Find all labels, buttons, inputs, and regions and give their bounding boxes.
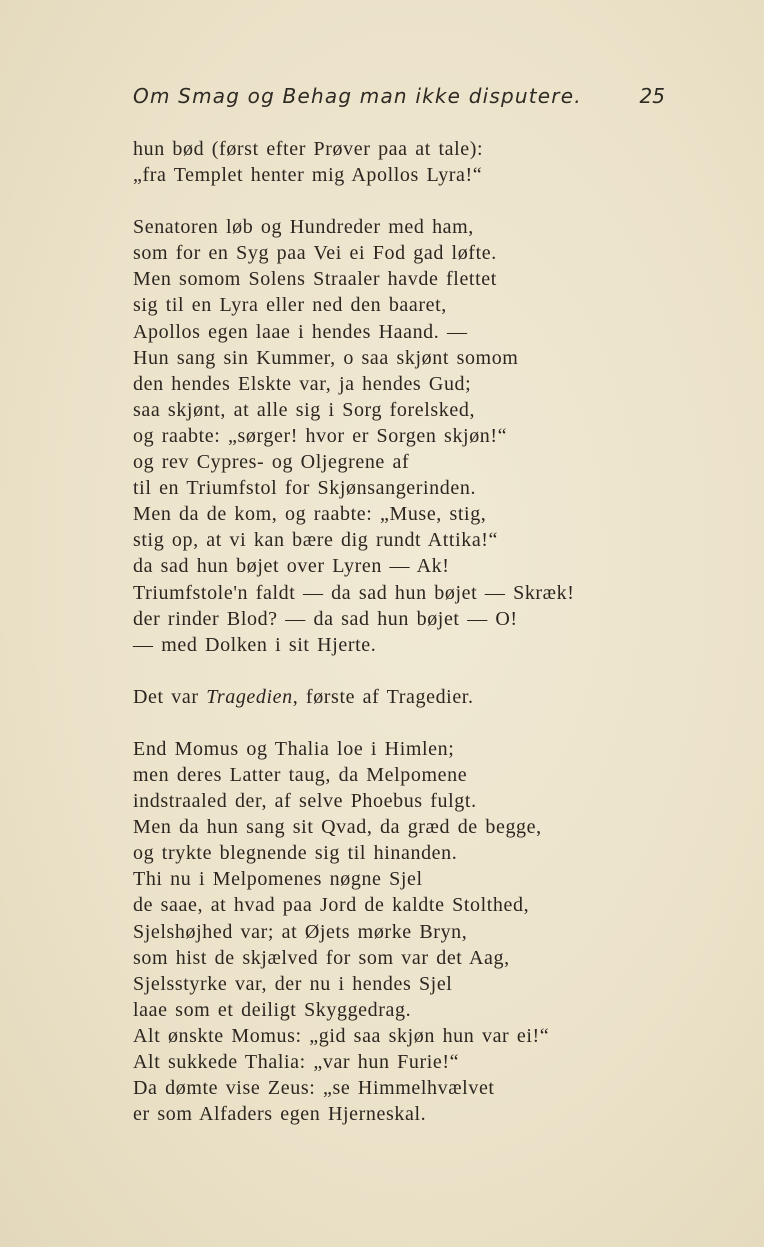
poem-line: Sjelshøjhed var; at Øjets mørke Bryn, (133, 920, 468, 943)
running-title: Om Smag og Behag man ikke disputere. (133, 84, 582, 108)
poem-line: hun bød (først efter Prøver paa at tale): (133, 138, 484, 160)
stanza (133, 136, 693, 188)
poem-line: — med Dolken i sit Hjerte. (133, 633, 377, 656)
poem-line: Triumfstole'n faldt — da sad hun bøjet — Skræk! (133, 581, 575, 604)
poem-line: er som Alfaders egen Hjerneskal. (133, 1103, 427, 1126)
poem-line: der rinder Blod? — da sad hun bøjet — O! (133, 607, 518, 630)
poem-line: laae som et deiligt Skyggedrag. (133, 998, 412, 1021)
poem-line: men deres Latter taug, da Melpomene (133, 763, 468, 786)
poem-body (133, 136, 693, 1127)
poem-line: Apollos egen laae i hendes Haand. — (133, 320, 468, 343)
poem-line: End Momus og Thalia loe i Himlen; (133, 737, 455, 760)
poem-line: stig op, at vi kan bære dig rundt Attika!“ (133, 529, 499, 552)
poem-line: til en Triumfstol for Skjønsangerinden. (133, 477, 477, 500)
poem-line: Men somom Solens Straaler havde flettet (133, 268, 497, 291)
poem-line: som for en Syg paa Vei ei Fod gad løfte. (133, 242, 497, 265)
poem-line: Men da hun sang sit Qvad, da græd de begge, (133, 816, 542, 839)
poem-line (133, 684, 693, 710)
page-number: 25 (639, 84, 665, 108)
poem-line: da sad hun bøjet over Lyren — Ak! (133, 555, 450, 578)
running-head (133, 84, 665, 114)
poem-line: Hun sang sin Kummer, o saa skjønt somom (133, 346, 519, 369)
text-run: , første af Tragedier. (292, 685, 474, 708)
poem-line: de saae, at hvad paa Jord de kaldte Stolthed, (133, 894, 530, 917)
poem-line: og raabte: „sørger! hvor er Sorgen skjøn!“ (133, 424, 508, 447)
poem-line: Da dømte vise Zeus: „se Himmelhvælvet (133, 1077, 495, 1100)
italic-word: Tragedien (206, 685, 293, 708)
stanza (133, 214, 693, 658)
poem-line: Men da de kom, og raabte: „Muse, stig, (133, 503, 487, 526)
poem-line: „fra Templet henter mig Apollos Lyra!“ (133, 164, 483, 187)
poem-line: og rev Cypres- og Oljegrene af (133, 451, 410, 474)
poem-line: saa skjønt, at alle sig i Sorg forelsked, (133, 398, 476, 421)
poem-line: Sjelsstyrke var, der nu i hendes Sjel (133, 972, 453, 995)
poem-line: indstraaled der, af selve Phoebus fulgt. (133, 790, 477, 813)
poem-line: den hendes Elskte var, ja hendes Gud; (133, 372, 472, 395)
poem-line: sig til en Lyra eller ned den baaret, (133, 294, 447, 317)
poem-line: Thi nu i Melpomenes nøgne Sjel (133, 868, 423, 891)
poem-line: og trykte blegnende sig til hinanden. (133, 842, 458, 865)
text-run: Det var (133, 685, 207, 708)
poem-line: Alt sukkede Thalia: „var hun Furie!“ (133, 1051, 460, 1073)
poem-line: som hist de skjælved for som var det Aag, (133, 946, 510, 969)
poem-line: Senatoren løb og Hundreder med ham, (133, 216, 474, 239)
stanza (133, 736, 693, 1127)
stanza (133, 684, 693, 710)
poem-line: Alt ønskte Momus: „gid saa skjøn hun var ei!“ (133, 1024, 550, 1047)
